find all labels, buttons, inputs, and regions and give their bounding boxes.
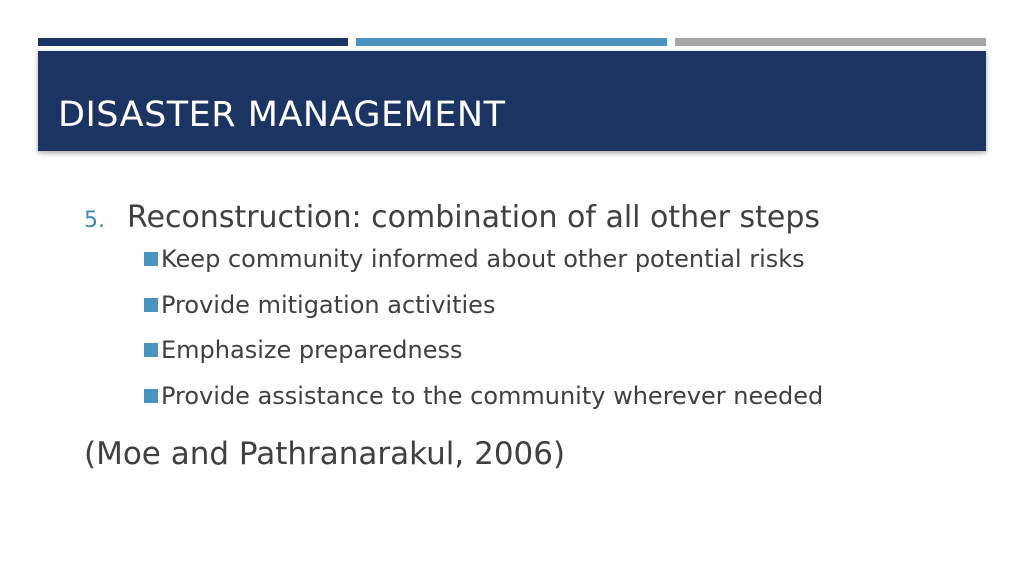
slide-content — [84, 200, 984, 472]
accent-bar-dark-blue — [38, 38, 348, 46]
item-number: 5. — [84, 208, 105, 233]
square-bullet-icon — [144, 252, 158, 266]
list-item-text: Keep community informed about other potential risks — [161, 245, 805, 273]
title-band — [38, 51, 986, 151]
item-text: Reconstruction: combination of all other steps — [127, 200, 821, 235]
citation: (Moe and Pathranarakul, 2006) — [84, 436, 566, 472]
list-item-text: Emphasize preparedness — [161, 336, 463, 364]
accent-bar-gray — [675, 38, 986, 46]
list-item-text: Provide assistance to the community wherever needed — [161, 381, 824, 410]
list-item — [144, 244, 984, 290]
list-item-text: Provide mitigation activities — [161, 290, 496, 319]
slide-title: DISASTER MANAGEMENT — [58, 95, 506, 135]
accent-bar-light-blue — [356, 38, 667, 46]
square-bullet-icon — [144, 343, 158, 357]
list-item — [144, 381, 984, 427]
square-bullet-icon — [144, 389, 158, 403]
list-item — [144, 335, 984, 381]
list-item — [144, 290, 984, 336]
sub-bullet-list — [84, 244, 984, 426]
numbered-item — [84, 200, 984, 244]
square-bullet-icon — [144, 298, 158, 312]
